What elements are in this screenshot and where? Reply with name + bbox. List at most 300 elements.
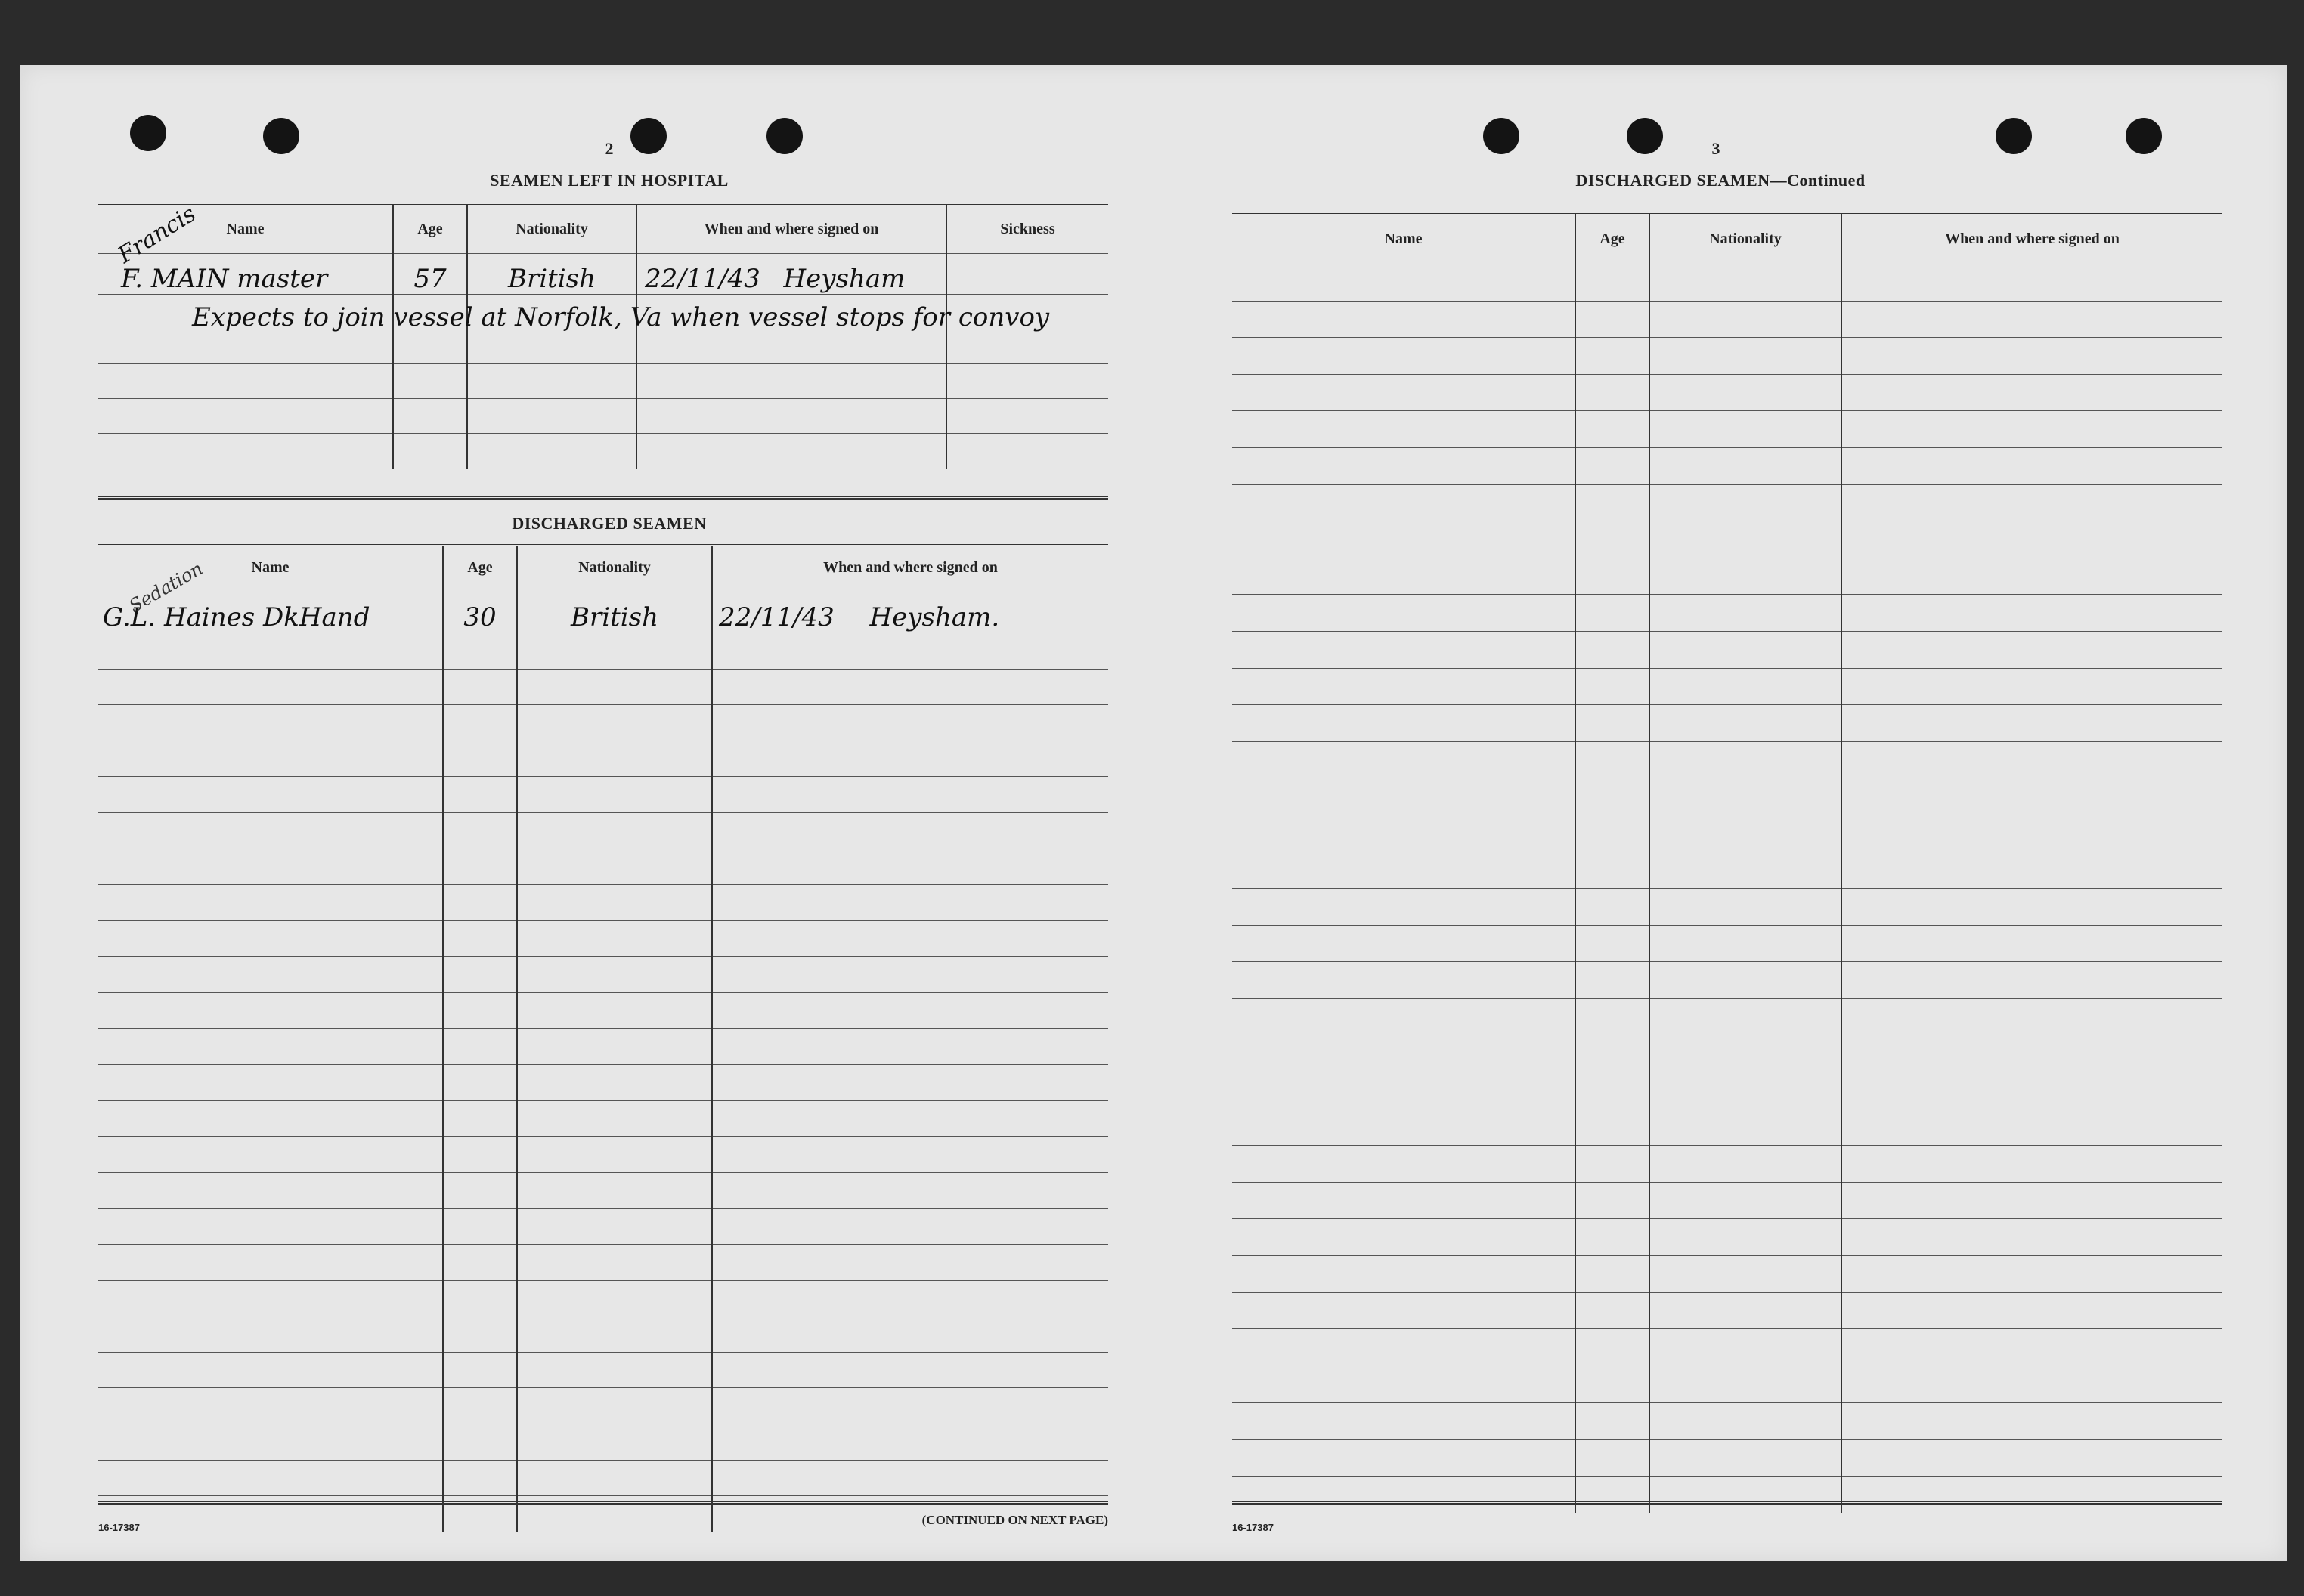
hospital-section-title: SEAMEN LEFT IN HOSPITAL <box>490 171 729 190</box>
blank-cell <box>1232 925 1575 962</box>
col-header-age: Age <box>443 546 517 589</box>
table-row <box>1232 998 2222 1035</box>
blank-cell <box>1232 1292 1575 1329</box>
blank-cell <box>1649 1219 1841 1256</box>
blank-cell <box>1841 631 2222 668</box>
blank-cell <box>443 849 517 885</box>
punch-hole <box>2126 118 2162 154</box>
blank-cell <box>1232 1035 1575 1072</box>
table-row <box>98 1137 1108 1173</box>
table-row <box>98 329 1108 364</box>
blank-cell <box>1649 447 1841 484</box>
signed-place: Heysham. <box>869 602 1000 633</box>
blank-cell <box>1575 484 1649 521</box>
blank-cell <box>1575 1146 1649 1183</box>
blank-cell <box>443 920 517 957</box>
blank-cell <box>1841 374 2222 411</box>
blank-cell <box>1841 668 2222 705</box>
blank-cell <box>1841 889 2222 926</box>
blank-cell <box>98 1208 443 1245</box>
blank-cell <box>98 1245 443 1281</box>
blank-cell <box>712 812 1108 849</box>
blank-cell <box>1649 484 1841 521</box>
table-row <box>1232 1366 2222 1403</box>
blank-cell <box>1575 1219 1649 1256</box>
blank-cell <box>1841 558 2222 595</box>
blank-cell <box>1232 1072 1575 1109</box>
discharged-continued-body <box>1232 264 2222 1513</box>
punch-hole <box>263 118 299 154</box>
blank-cell <box>712 1208 1108 1245</box>
signed-on-cell <box>712 589 1108 633</box>
seaman-age: 57 <box>413 264 447 294</box>
blank-cell <box>517 920 712 957</box>
blank-cell <box>1575 925 1649 962</box>
blank-cell <box>1841 1366 2222 1403</box>
blank-cell <box>98 957 443 993</box>
blank-cell <box>1575 705 1649 742</box>
table-row <box>98 741 1108 777</box>
table-row <box>1232 1072 2222 1109</box>
blank-cell <box>1649 1182 1841 1219</box>
blank-cell <box>712 920 1108 957</box>
blank-cell <box>1649 631 1841 668</box>
sickness-cell <box>946 254 1108 295</box>
blank-cell <box>1232 741 1575 778</box>
table-row <box>1232 1329 2222 1366</box>
blank-cell <box>517 849 712 885</box>
blank-cell <box>1649 301 1841 338</box>
blank-cell <box>1841 484 2222 521</box>
blank-cell <box>98 920 443 957</box>
blank-cell <box>1232 889 1575 926</box>
blank-cell <box>712 1065 1108 1101</box>
col-header-sickness: Sickness <box>946 204 1108 254</box>
table-row <box>1232 338 2222 375</box>
blank-cell <box>1841 852 2222 889</box>
blank-cell <box>1841 1256 2222 1293</box>
age-cell <box>393 254 467 295</box>
blank-cell <box>1575 962 1649 999</box>
blank-cell <box>712 885 1108 921</box>
col-header-name: Name <box>226 220 265 237</box>
blank-cell <box>1841 1476 2222 1513</box>
blank-cell <box>1232 301 1575 338</box>
hospital-table-body <box>98 254 1108 469</box>
blank-cell <box>1232 264 1575 302</box>
table-row <box>1232 558 2222 595</box>
blank-cell <box>1575 301 1649 338</box>
table-row <box>1232 1292 2222 1329</box>
blank-cell <box>1841 815 2222 852</box>
blank-cell <box>712 1172 1108 1208</box>
blank-cell <box>98 1352 443 1388</box>
blank-cell <box>1841 1182 2222 1219</box>
blank-cell <box>1575 1182 1649 1219</box>
discharged-table-bottom-rule <box>98 1501 1108 1505</box>
blank-cell <box>517 669 712 705</box>
blank-cell <box>1841 778 2222 815</box>
blank-cell <box>1232 1403 1575 1440</box>
table-row <box>98 1424 1108 1461</box>
blank-cell <box>443 1065 517 1101</box>
table-row <box>98 1028 1108 1065</box>
blank-cell <box>98 777 443 813</box>
blank-cell <box>98 1316 443 1353</box>
blank-cell <box>517 1316 712 1353</box>
signed-date: 22/11/43 <box>645 264 760 294</box>
punch-hole <box>766 118 803 154</box>
table-row <box>98 1280 1108 1316</box>
blank-cell <box>1649 338 1841 375</box>
form-number-right: 16-17387 <box>1232 1522 1274 1533</box>
table-row <box>98 1172 1108 1208</box>
blank-cell <box>1649 1403 1841 1440</box>
blank-cell <box>1575 595 1649 632</box>
blank-cell <box>443 1352 517 1388</box>
seaman-name: G.L. Haines DkHand <box>103 602 370 633</box>
table-row <box>1232 889 2222 926</box>
col-header-age: Age <box>393 204 467 254</box>
blank-cell <box>98 1280 443 1316</box>
blank-cell <box>1841 998 2222 1035</box>
blank-cell <box>712 849 1108 885</box>
blank-cell <box>1649 815 1841 852</box>
table-row <box>98 1065 1108 1101</box>
table-row <box>1232 631 2222 668</box>
table-row <box>98 669 1108 705</box>
blank-cell <box>712 1316 1108 1353</box>
blank-cell <box>712 777 1108 813</box>
discharged-section-title: DISCHARGED SEAMEN <box>512 514 707 533</box>
blank-cell <box>1649 1476 1841 1513</box>
blank-cell <box>98 705 443 741</box>
blank-cell <box>517 1245 712 1281</box>
col-header-name: Name <box>1384 230 1423 247</box>
handwritten-first-name: Francis <box>113 200 201 269</box>
blank-cell <box>1232 521 1575 558</box>
table-row <box>1232 1035 2222 1072</box>
blank-cell <box>712 1352 1108 1388</box>
blank-cell <box>1232 1329 1575 1366</box>
blank-cell <box>712 633 1108 670</box>
blank-cell <box>443 1316 517 1353</box>
blank-cell <box>1232 411 1575 448</box>
table-row <box>1232 264 2222 302</box>
blank-cell <box>1232 1476 1575 1513</box>
blank-cell <box>1575 1072 1649 1109</box>
table-row <box>98 434 1108 469</box>
blank-cell <box>98 1460 443 1496</box>
nationality-cell <box>467 254 636 295</box>
blank-cell <box>1841 1329 2222 1366</box>
signed-on-cell <box>636 254 946 295</box>
table-row <box>1232 301 2222 338</box>
blank-cell <box>1575 1403 1649 1440</box>
blank-cell <box>1649 852 1841 889</box>
blank-cell <box>517 1172 712 1208</box>
blank-cell <box>443 705 517 741</box>
blank-cell <box>1649 741 1841 778</box>
blank-cell <box>1649 374 1841 411</box>
col-header-signed-on: When and where signed on <box>712 546 1108 589</box>
blank-cell <box>1841 1072 2222 1109</box>
table-row <box>1232 852 2222 889</box>
blank-cell <box>1232 705 1575 742</box>
blank-cell <box>98 812 443 849</box>
blank-cell <box>1841 705 2222 742</box>
blank-cell <box>1575 631 1649 668</box>
blank-cell <box>1841 962 2222 999</box>
nationality-cell <box>517 589 712 633</box>
table-row <box>98 633 1108 670</box>
blank-cell <box>98 669 443 705</box>
punch-hole <box>1483 118 1519 154</box>
blank-cell <box>1232 631 1575 668</box>
blank-cell <box>1232 374 1575 411</box>
blank-cell <box>1575 338 1649 375</box>
blank-cell <box>1841 411 2222 448</box>
right-table-bottom-rule <box>1232 1501 2222 1505</box>
table-row <box>1232 1403 2222 1440</box>
blank-cell <box>517 1065 712 1101</box>
table-row <box>1232 1182 2222 1219</box>
blank-cell <box>1232 668 1575 705</box>
col-header-signed-on: When and where signed on <box>636 204 946 254</box>
blank-cell <box>1649 1035 1841 1072</box>
blank-cell <box>517 885 712 921</box>
blank-cell <box>443 1280 517 1316</box>
name-cell <box>98 254 393 295</box>
blank-cell <box>1575 1476 1649 1513</box>
blank-cell <box>1232 558 1575 595</box>
blank-cell <box>1841 1403 2222 1440</box>
table-row <box>98 1245 1108 1281</box>
blank-cell <box>1232 447 1575 484</box>
discharged-table <box>98 544 1108 1532</box>
blank-cell <box>1841 1440 2222 1477</box>
blank-cell <box>443 1028 517 1065</box>
table-row <box>1232 374 2222 411</box>
blank-cell <box>1575 1256 1649 1293</box>
blank-cell <box>1575 1329 1649 1366</box>
blank-cell <box>443 957 517 993</box>
blank-cell <box>517 633 712 670</box>
blank-cell <box>1649 595 1841 632</box>
blank-cell <box>1649 668 1841 705</box>
table-row <box>1232 741 2222 778</box>
blank-cell <box>712 1137 1108 1173</box>
blank-cell <box>98 633 443 670</box>
blank-cell <box>1841 264 2222 302</box>
blank-cell <box>443 741 517 777</box>
blank-cell <box>517 1460 712 1496</box>
col-header-nationality: Nationality <box>1649 213 1841 264</box>
blank-cell <box>1575 558 1649 595</box>
table-row <box>1232 815 2222 852</box>
blank-cell <box>443 1172 517 1208</box>
blank-cell <box>517 812 712 849</box>
blank-cell <box>1649 521 1841 558</box>
blank-cell <box>443 1245 517 1281</box>
discharged-table-body <box>98 589 1108 1533</box>
table-row <box>1232 778 2222 815</box>
blank-cell <box>1841 301 2222 338</box>
blank-cell <box>1575 1109 1649 1146</box>
signed-date: 22/11/43 <box>719 602 835 633</box>
blank-cell <box>1575 411 1649 448</box>
blank-cell <box>1232 962 1575 999</box>
blank-cell <box>712 957 1108 993</box>
blank-cell <box>98 1172 443 1208</box>
blank-cell <box>517 992 712 1028</box>
table-row <box>98 705 1108 741</box>
blank-cell <box>98 1100 443 1137</box>
blank-cell <box>98 1388 443 1424</box>
blank-cell <box>443 669 517 705</box>
blank-cell <box>443 1388 517 1424</box>
table-row <box>1232 1256 2222 1293</box>
blank-cell <box>517 1280 712 1316</box>
continued-footer: (CONTINUED ON NEXT PAGE) <box>921 1513 1108 1527</box>
blank-cell <box>1232 1109 1575 1146</box>
table-row <box>1232 925 2222 962</box>
blank-cell <box>1649 778 1841 815</box>
blank-cell <box>443 1208 517 1245</box>
table-row <box>98 1460 1108 1496</box>
blank-cell <box>517 741 712 777</box>
handwritten-note: Expects to join vessel at Norfolk, Va when vessel stops for convoy <box>192 302 1050 332</box>
blank-cell <box>1649 1329 1841 1366</box>
table-row <box>98 589 1108 633</box>
table-row <box>1232 1109 2222 1146</box>
table-row <box>1232 1146 2222 1183</box>
table-row <box>98 399 1108 434</box>
col-header-nationality: Nationality <box>467 204 636 254</box>
blank-cell <box>1649 1440 1841 1477</box>
blank-cell <box>98 1028 443 1065</box>
table-row <box>98 1208 1108 1245</box>
blank-cell <box>712 992 1108 1028</box>
handwritten-annotation: Sedation <box>125 558 207 617</box>
blank-cell <box>1575 852 1649 889</box>
blank-cell <box>1649 1292 1841 1329</box>
blank-cell <box>1575 778 1649 815</box>
blank-cell <box>1575 1292 1649 1329</box>
seaman-nationality: British <box>508 264 596 294</box>
discharged-continued-table <box>1232 212 2222 1513</box>
table-row <box>98 1352 1108 1388</box>
blank-cell <box>1649 264 1841 302</box>
blank-cell <box>1841 595 2222 632</box>
blank-cell <box>98 741 443 777</box>
blank-cell <box>517 777 712 813</box>
blank-cell <box>1841 925 2222 962</box>
blank-cell <box>517 1208 712 1245</box>
blank-cell <box>712 669 1108 705</box>
blank-cell <box>443 777 517 813</box>
blank-cell <box>1841 521 2222 558</box>
blank-cell <box>1232 852 1575 889</box>
blank-cell <box>1232 595 1575 632</box>
table-row <box>1232 484 2222 521</box>
table-row <box>98 777 1108 813</box>
table-row <box>98 1388 1108 1424</box>
table-row <box>1232 447 2222 484</box>
right-section-title: DISCHARGED SEAMEN—Continued <box>1575 171 1866 190</box>
blank-cell <box>1575 447 1649 484</box>
table-row <box>98 885 1108 921</box>
table-row <box>98 1100 1108 1137</box>
blank-cell <box>98 992 443 1028</box>
blank-cell <box>1232 1182 1575 1219</box>
age-cell <box>443 589 517 633</box>
form-number-left: 16-17387 <box>98 1522 140 1533</box>
blank-cell <box>1575 521 1649 558</box>
blank-cell <box>1649 558 1841 595</box>
blank-cell <box>1232 338 1575 375</box>
blank-cell <box>1232 998 1575 1035</box>
signed-place: Heysham <box>783 264 906 294</box>
col-header-age: Age <box>1575 213 1649 264</box>
blank-cell <box>98 1137 443 1173</box>
table-row <box>1232 668 2222 705</box>
blank-cell <box>1841 1219 2222 1256</box>
blank-cell <box>712 1100 1108 1137</box>
blank-cell <box>1841 1035 2222 1072</box>
blank-cell <box>1232 484 1575 521</box>
blank-cell <box>1841 447 2222 484</box>
table-row <box>98 364 1108 399</box>
blank-cell <box>1649 998 1841 1035</box>
table-row <box>1232 1476 2222 1513</box>
blank-cell <box>443 885 517 921</box>
table-row <box>98 849 1108 885</box>
blank-cell <box>1649 1366 1841 1403</box>
blank-cell <box>1232 1146 1575 1183</box>
blank-cell <box>1575 998 1649 1035</box>
blank-cell <box>712 1280 1108 1316</box>
blank-cell <box>517 957 712 993</box>
blank-cell <box>1575 1440 1649 1477</box>
table-row <box>1232 595 2222 632</box>
col-header-signed-on: When and where signed on <box>1841 213 2222 264</box>
blank-cell <box>517 1028 712 1065</box>
blank-cell <box>1232 1366 1575 1403</box>
col-header-name: Name <box>251 558 290 576</box>
document-sheet <box>20 65 2287 1561</box>
blank-cell <box>1841 338 2222 375</box>
blank-cell <box>517 705 712 741</box>
blank-cell <box>443 633 517 670</box>
seaman-age: 30 <box>463 602 497 633</box>
blank-cell <box>1232 1440 1575 1477</box>
blank-cell <box>1232 815 1575 852</box>
blank-cell <box>1649 925 1841 962</box>
table-row <box>1232 411 2222 448</box>
blank-cell <box>1649 411 1841 448</box>
table-row <box>98 1316 1108 1353</box>
punch-hole <box>130 115 166 151</box>
blank-cell <box>98 885 443 921</box>
table-row <box>98 812 1108 849</box>
blank-cell <box>712 1028 1108 1065</box>
blank-cell <box>98 849 443 885</box>
blank-cell <box>1232 1256 1575 1293</box>
blank-cell <box>1649 889 1841 926</box>
blank-cell <box>712 705 1108 741</box>
table-row <box>1232 705 2222 742</box>
